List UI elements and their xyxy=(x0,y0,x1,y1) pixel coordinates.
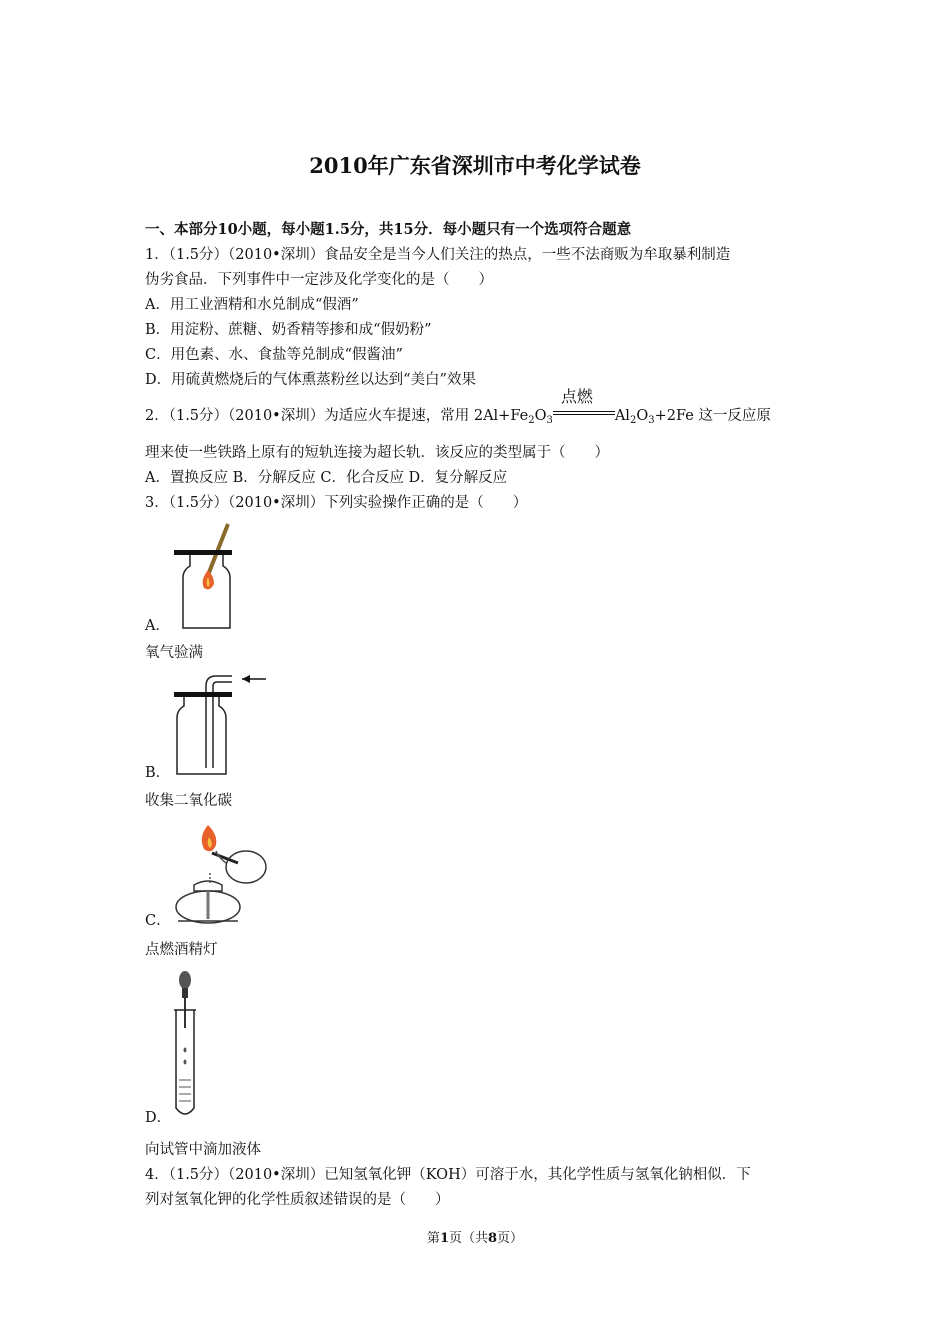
q3-option-b-label: B． xyxy=(145,765,171,781)
q2-sub3: 2 xyxy=(629,415,637,426)
page-footer xyxy=(0,1227,950,1246)
q2-options: A．置换反应 B．分解反应 C．化合反应 D．复分解反应 xyxy=(145,470,508,486)
q3-stem: 3．（1.5分）（2010•深圳）下列实验操作正确的是（ ） xyxy=(145,495,528,511)
q2-prefix: 2．（1.5分）（2010•深圳）为适应火车提速，常用 2Al+Fe xyxy=(145,408,529,424)
page-title: 2010年广东省深圳市中考化学试卷 xyxy=(309,153,641,178)
footer-suffix: 页） xyxy=(497,1231,524,1246)
q1-option-c: C．用色素、水、食盐等兑制成“假酱油” xyxy=(145,347,403,363)
q4-stem-line1: 4．（1.5分）（2010•深圳）已知氢氧化钾（KOH）可溶于水，其化学性质与氢氧化钠相似．下 xyxy=(145,1167,751,1183)
q4-stem-line2: 列对氢氧化钾的化学性质叙述错误的是（ ） xyxy=(145,1192,450,1208)
footer-mid: 页（共 xyxy=(448,1231,488,1246)
q2-sub1: 2 xyxy=(528,415,535,426)
q2-al: Al xyxy=(614,408,630,424)
q3-option-a-caption: 氧气验满 xyxy=(145,645,203,661)
q2-o1: O xyxy=(534,408,547,424)
oxygen-test-figure xyxy=(170,520,240,632)
q3-option-b-caption: 收集二氧化碳 xyxy=(145,793,232,809)
q2-suffix: +2Fe 这一反应原 xyxy=(654,408,771,424)
q3-option-d-caption: 向试管中滴加液体 xyxy=(145,1142,261,1158)
q3-option-c-caption: 点燃酒精灯 xyxy=(145,942,218,958)
q1-stem-line2: 伪劣食品．下列事件中一定涉及化学变化的是（ ） xyxy=(145,272,493,288)
footer-total-pages: 8 xyxy=(488,1231,498,1246)
section-heading: 一、本部分10小题，每小题1.5分，共15分．每小题只有一个选项符合题意 xyxy=(145,221,632,238)
q2-o2: O xyxy=(636,408,649,424)
q2-stem-line2: 理来使一些铁路上原有的短轨连接为超长轨．该反应的类型属于（ ） xyxy=(145,445,609,461)
q1-stem-line1: 1．（1.5分）（2010•深圳）食品安全是当今人们关注的热点，一些不法商贩为牟取暴利制造 xyxy=(145,247,731,263)
reaction-condition: 点燃 xyxy=(560,387,593,406)
reaction-arrow xyxy=(553,387,615,420)
q2-sub2: 3 xyxy=(546,415,553,426)
footer-page-number: 1 xyxy=(439,1231,449,1246)
footer-prefix: 第 xyxy=(426,1231,440,1246)
dropper-test-tube-figure xyxy=(172,970,202,1122)
q1-option-b: B．用淀粉、蔗糖、奶香精等掺和成“假奶粉” xyxy=(145,322,432,338)
gas-collection-figure xyxy=(170,668,270,778)
q1-option-d: D．用硫黄燃烧后的气体熏蒸粉丝以达到“美白”效果 xyxy=(145,372,476,388)
q3-option-a-label: A． xyxy=(145,618,170,634)
q2-stem-line1 xyxy=(145,387,771,426)
alcohol-lamp-figure xyxy=(168,817,273,927)
q2-sub4: 3 xyxy=(648,415,655,426)
q3-option-c-label: C． xyxy=(145,913,171,929)
q3-option-d-label: D． xyxy=(145,1110,172,1126)
q1-option-a: A．用工业酒精和水兑制成“假酒” xyxy=(145,297,359,313)
